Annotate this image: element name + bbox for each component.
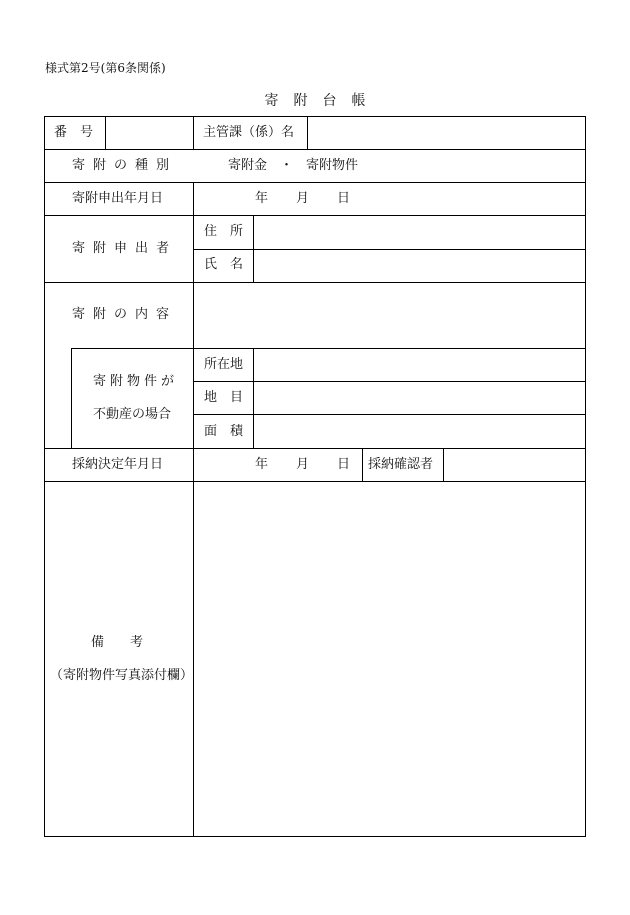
acceptance-date-field[interactable] [194,449,362,481]
area-label: 面 積 [204,424,244,439]
table-column-rule [71,348,72,449]
remarks-label: 備 考 [91,635,144,650]
application-year-label: 年 [255,191,269,206]
address-field[interactable] [254,216,585,249]
acceptance-month-label: 月 [296,457,310,472]
department-field[interactable] [308,117,585,149]
application-date-label: 寄附申出年月日 [72,191,164,206]
number-field[interactable] [106,117,193,149]
name-field[interactable] [254,250,585,282]
donation-content-label: 寄附の内容 [72,307,178,322]
location-field[interactable] [254,349,585,381]
table-border-bottom [44,836,586,837]
application-date-field[interactable] [194,183,585,215]
donation-type-options[interactable]: 寄附金 ・ 寄附物件 [228,158,359,173]
number-label: 番 号 [54,125,94,140]
donation-content-field[interactable] [194,283,585,348]
remarks-sublabel: （寄附物件写真添付欄） [50,668,194,683]
form-number-label: 様式第2号(第6条関係) [45,61,166,75]
acceptance-confirmer-label: 採納確認者 [368,457,434,472]
area-field[interactable] [254,415,585,448]
location-label: 所在地 [204,357,244,372]
acceptance-year-label: 年 [255,457,269,472]
application-day-label: 日 [337,191,351,206]
donation-type-label: 寄附の種別 [72,158,178,173]
photo-attachment-area[interactable] [194,482,585,836]
document-title: 寄附台帳 [264,93,381,109]
acceptance-confirmer-field[interactable] [444,449,585,481]
table-border-left [44,116,45,837]
address-label: 住 所 [204,224,244,239]
table-rule [44,149,586,150]
department-label: 主管課（係）名 [203,125,295,140]
acceptance-date-label: 採納決定年月日 [72,457,164,472]
table-border-right [585,116,586,837]
acceptance-day-label: 日 [337,457,351,472]
applicant-label: 寄附申出者 [72,241,178,256]
name-label: 氏 名 [204,257,244,272]
table-column-rule [193,215,194,282]
real-estate-label-line2: 不動産の場合 [93,407,172,422]
land-category-label: 地 目 [204,390,244,405]
real-estate-label-line1: 寄附物件が [93,374,179,389]
table-column-rule [362,448,363,482]
application-month-label: 月 [296,191,310,206]
table-column-rule [193,116,194,150]
land-category-field[interactable] [254,382,585,414]
